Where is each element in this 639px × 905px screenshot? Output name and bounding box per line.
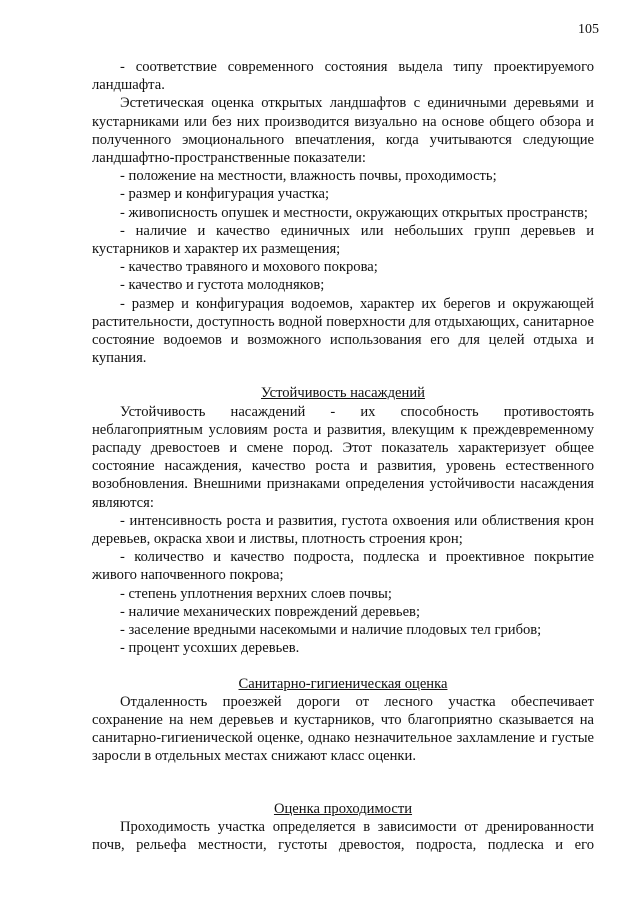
list-item: - наличие механических повреждений деревьев; (120, 603, 420, 620)
list-item: - размер и конфигурация участка; (120, 186, 330, 203)
paragraph: Устойчивость насаждений - их способность противостоять неблагоприятным условиям роста и развития, влекущим к преждевременному распаду древостоев и смене пород. Этот показатель характеризует общее состояние насаждения, качество роста и развития, уровень естественного возобновления. Внешними признаками определения устойчивости насаждения являются: (92, 403, 594, 511)
list-item: - степень уплотнения верхних слоев почвы; (120, 585, 392, 602)
list-item: - заселение вредными насекомыми и наличие плодовых тел грибов; (120, 622, 542, 639)
section-heading: Оценка проходимости (273, 800, 413, 817)
paragraph: Отдаленность проезжей дороги от лесного участка обеспечивает сохранение на нем деревьев и кустарников, что благоприятно сказывается на санитарно-гигиенической оценке, однако незначительное захламление и густые заросли в отдельных местах снижают класс оценки. (92, 693, 594, 765)
paragraph: Проходимость участка определяется в зависимости от дренированности почв, рельефа местности, густоты древостоя, подроста, подлеска и его (92, 818, 594, 853)
list-item: - процент усохших деревьев. (120, 640, 300, 657)
list-item: - положение на местности, влажность почвы, проходимость; (120, 168, 497, 185)
list-item: - количество и качество подроста, подлеска и проективное покрытие живого напочвенного покрова; (92, 549, 594, 584)
paragraph: Эстетическая оценка открытых ландшафтов с единичными деревьями и кустарниками или без них производится визуально на основе общего обзора и полученного эмоционального впечатления, когда учитываются следующие ландшафтно-пространственные показатели: (92, 95, 594, 167)
list-item: - качество травяного и мохового покрова; (120, 259, 378, 276)
list-item: - живописность опушек и местности, окружающих открытых пространств; (120, 204, 588, 221)
list-item: - качество и густота молодняков; (120, 277, 325, 294)
section-heading: Санитарно-гигиеническая оценка (238, 675, 448, 692)
list-item: - наличие и качество единичных или небольших групп деревьев и кустарников и характер их размещения; (92, 222, 594, 258)
page-body (92, 58, 594, 854)
list-item: - интенсивность роста и развития, густота охвоения или облиствения крон деревьев, окраска хвои и листвы, плотность строения крон; (92, 512, 594, 548)
paragraph: - соответствие современного состояния выдела типу проектируемого ландшафта. (92, 59, 594, 94)
page-number: 105 (578, 22, 599, 37)
list-item: - размер и конфигурация водоемов, характер их берегов и окружающей растительности, доступность водной поверхности для отдыхающих, санитарное состояние водоемов и возможного использования его для целей отдыха и купания. (92, 295, 594, 367)
section-heading: Устойчивость насаждений (261, 385, 425, 402)
